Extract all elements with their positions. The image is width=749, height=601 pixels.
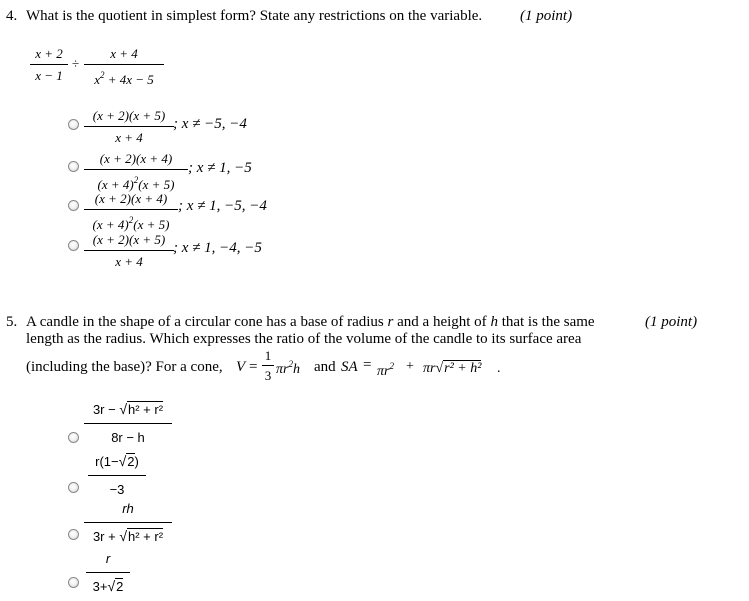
q4-expr-right-denominator: $x^2 + 4x - 5$ [94,70,154,87]
q5-option-3-radio[interactable] [68,529,79,540]
q4-option-3-fraction: (x + 2)(x + 4) $(x + 4)^2(x + 5)$ [84,191,178,232]
q5-sa-label: SA [341,359,358,375]
q4-option-3-restriction: ; x ≠ 1, −5, −4 [178,198,267,214]
q4-option-2-fraction: (x + 2)(x + 4) $(x + 4)^2(x + 5)$ [84,151,188,192]
q5-volume-one-third: 1 3 [262,348,274,383]
q4-expr-right-numerator: x + 4 [110,46,138,61]
q4-option-4-fraction: (x + 2)(x + 5) x + 4 [84,232,174,269]
q4-expr-left-denominator: x − 1 [35,68,63,83]
q5-option-2-radio[interactable] [68,482,79,493]
q5-option-1-fraction: 3r − √h² + r² 8r − h [84,402,172,445]
q5-question-line-2: length as the radius. Which expresses the ratio of the volume of the candle to its surface area [26,331,582,347]
q4-option-4-radio[interactable] [68,240,79,251]
q4-option-3-radio[interactable] [68,200,79,211]
q5-sa-pi-r2: $\pi r^2$ [377,361,394,379]
q5-option-4-fraction: r 3+√2 [86,551,130,594]
q5-sa-pi-r-sqrt: πr√r² + h² [423,361,482,376]
q4-number: 4. [6,8,18,24]
q4-expr-left-fraction [30,46,68,83]
q4-option-1-radio[interactable] [68,119,79,130]
q5-volume-v: V [236,359,246,375]
q5-option-2-fraction: r(1−√2) −3 [88,454,146,497]
q5-and: and [314,359,336,375]
q5-volume-pi-r2-h: $\pi r^2h$ [276,359,300,377]
q4-points: (1 point) [520,8,573,24]
q4-expr-left-numerator: x + 2 [35,46,63,61]
q4-expr-division-sign: ÷ [72,56,80,71]
q5-points: (1 point) [645,314,698,330]
q4-option-2-radio[interactable] [68,161,79,172]
q5-question-line-1: A candle in the shape of a circular cone has a base of radius r and a height of h that is the same [26,314,595,330]
q5-option-4-radio[interactable] [68,577,79,588]
q4-option-2-restriction: ; x ≠ 1, −5 [188,160,252,176]
q5-number: 5. [6,314,18,330]
q4-expr-right-fraction [84,46,164,87]
q4-option-4-restriction: ; x ≠ 1, −4, −5 [173,240,262,256]
q5-sa-eq: = [363,357,372,373]
q5-option-3-fraction: rh 3r + √h² + r² [84,501,172,544]
q4-option-1-fraction: (x + 2)(x + 5) x + 4 [84,108,174,145]
q4-option-1-restriction: ; x ≠ −5, −4 [173,116,247,132]
q5-sa-plus: + [406,359,414,374]
q5-sa-period: . [497,361,501,376]
q5-option-1-radio[interactable] [68,432,79,443]
q5-question-line-3: (including the base)? For a cone, [26,359,223,375]
q5-volume-eq: = [249,359,258,375]
q4-question-text: What is the quotient in simplest form? State any restrictions on the variable. [26,8,483,24]
